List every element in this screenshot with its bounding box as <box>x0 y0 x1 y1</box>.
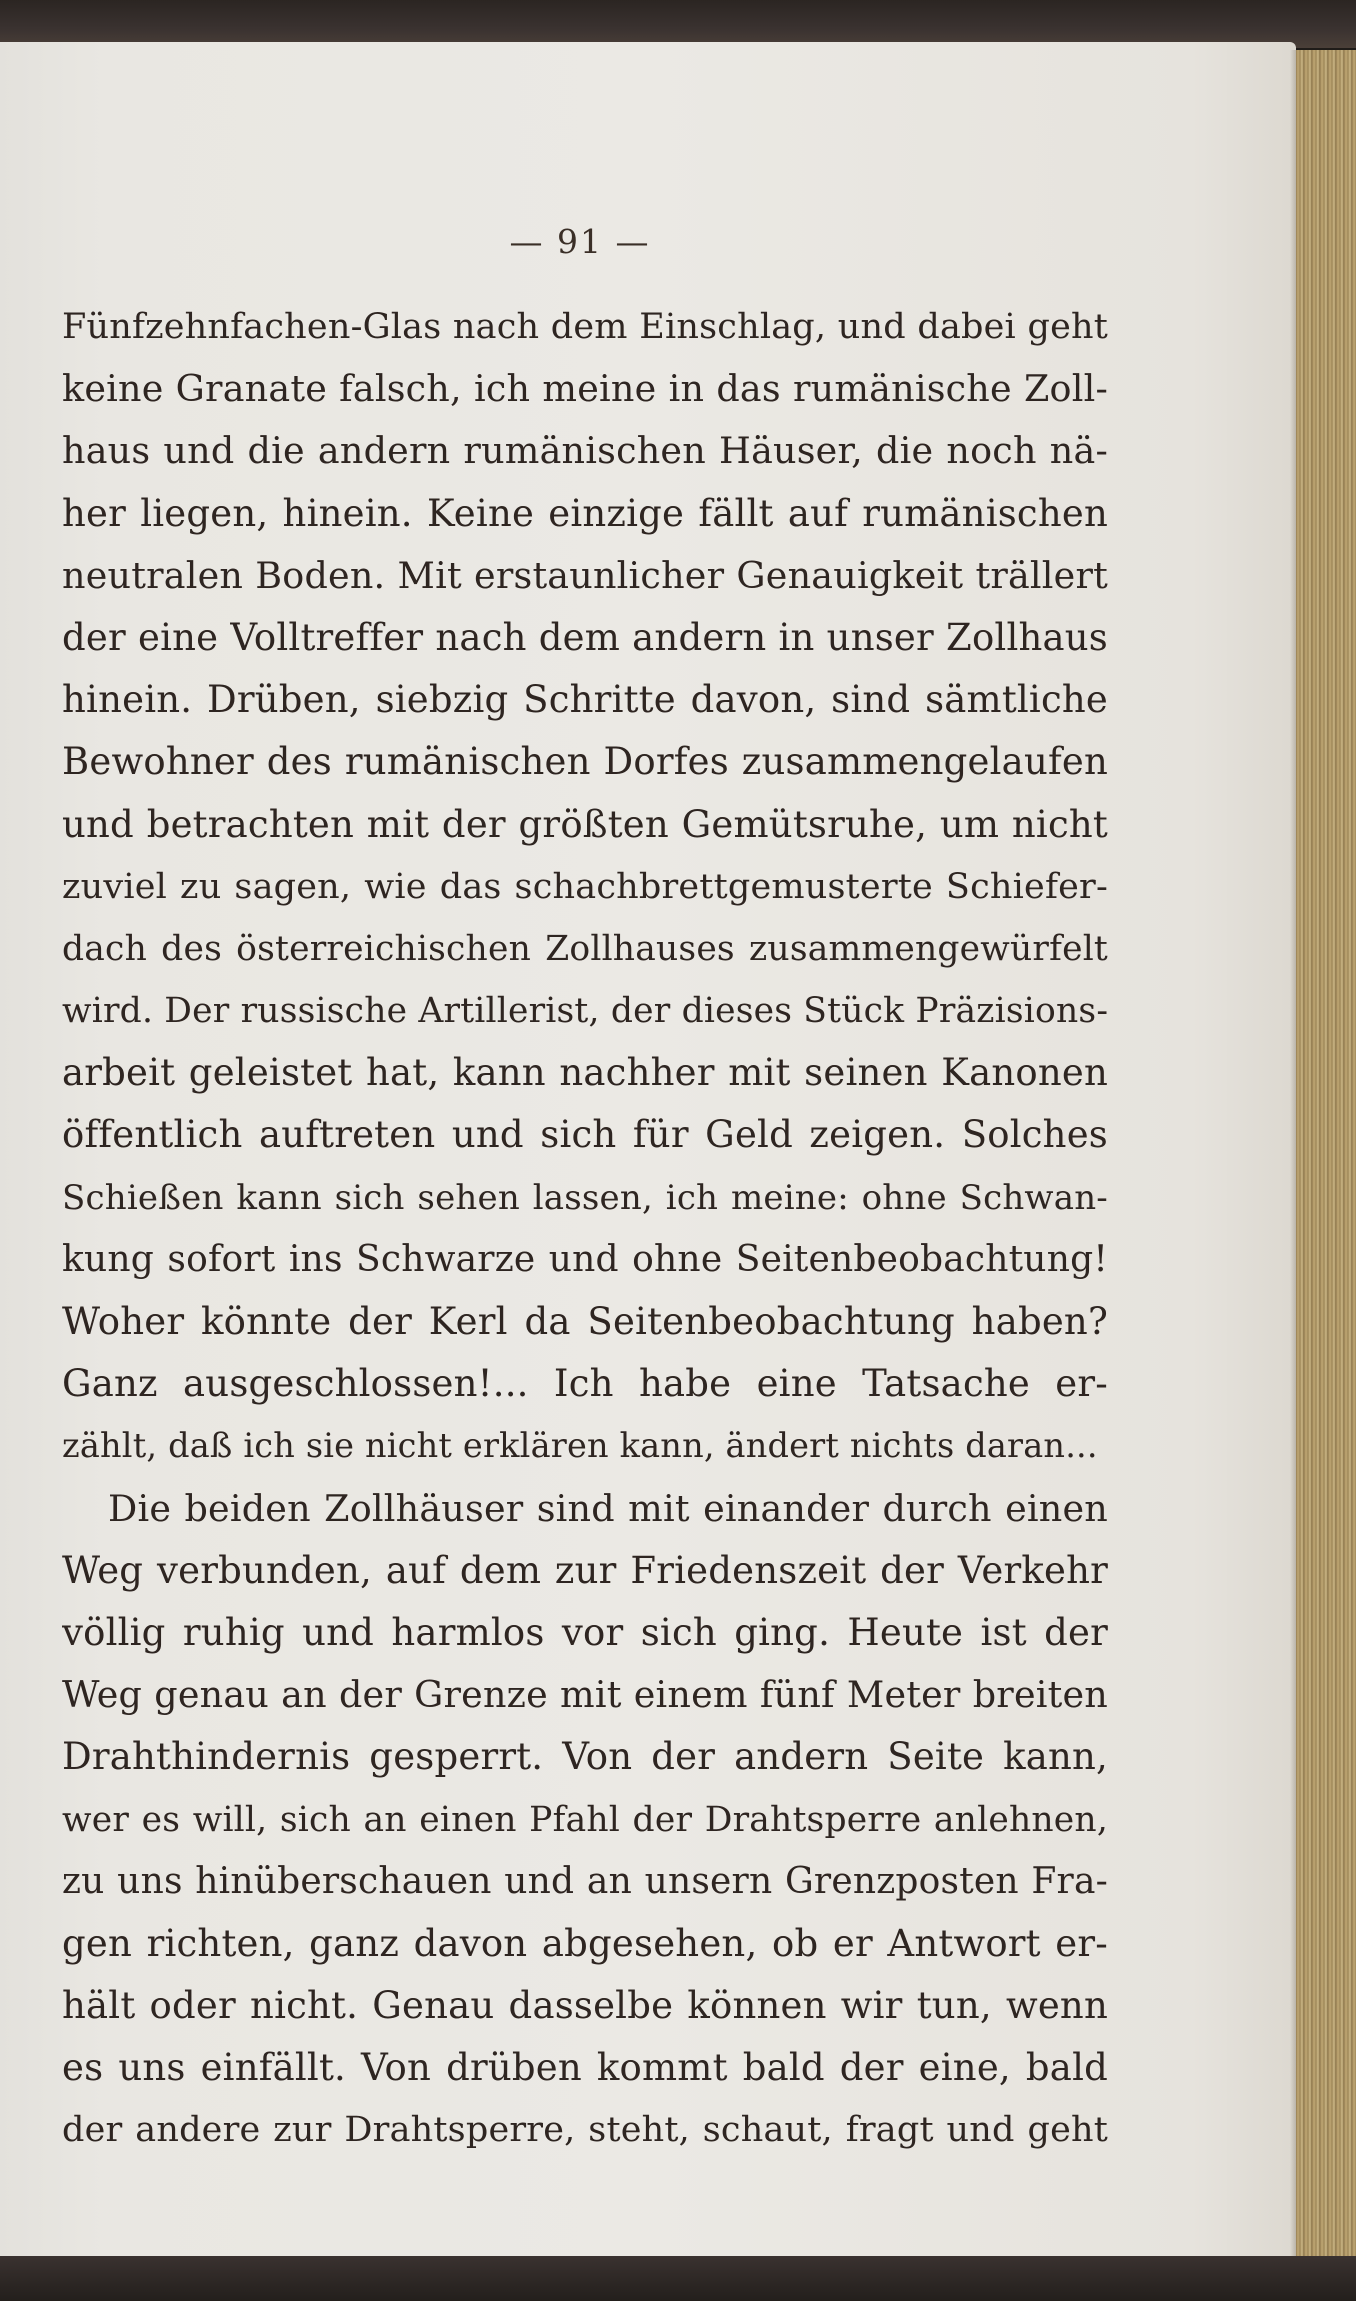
text-line: öffentlich auftreten und sich für Geld zeigen. Solches <box>62 1113 1108 1157</box>
text-line: Woher könnte der Kerl da Seitenbeobachtung haben? <box>62 1300 1108 1343</box>
text-line: haus und die andern rumänischen Häuser, die noch nä- <box>62 429 1108 473</box>
paragraph-end-line: zählt, daß ich sie nicht erklären kann, ändert nichts daran... <box>62 1426 1098 1466</box>
text-line: gen richten, ganz davon abgesehen, ob er Antwort er- <box>62 1921 1108 1965</box>
text-line: dach des österreichischen Zollhauses zusammengewürfelt <box>62 928 1108 969</box>
text-line: der eine Volltreffer nach dem andern in unser Zollhaus <box>62 615 1108 659</box>
text-line: Weg genau an der Grenze mit einem fünf Meter breiten <box>62 1673 1108 1717</box>
text-line: Weg verbunden, auf dem zur Friedenszeit der Verkehr <box>62 1548 1108 1592</box>
text-line: wer es will, sich an einen Pfahl der Drahtsperre anlehnen, <box>62 1799 1108 1840</box>
text-line: hält oder nicht. Genau dasselbe können wir tun, wenn <box>62 1984 1108 2028</box>
text-line: wird. Der russische Artillerist, der dieses Stück Präzisions- <box>62 991 1108 1032</box>
text-line: her liegen, hinein. Keine einzige fällt auf rumänischen <box>62 491 1108 535</box>
book-binding-bottom <box>0 2256 1356 2301</box>
text-line: zu uns hinüberschauen und an unsern Grenzposten Fra- <box>62 1860 1108 1902</box>
text-line: arbeit geleistet hat, kann nachher mit seinen Kanonen <box>62 1051 1108 1095</box>
text-line: Ganz ausgeschlossen!... Ich habe eine Tatsache er- <box>62 1362 1108 1406</box>
text-line: keine Granate falsch, ich meine in das rumänische Zoll- <box>62 367 1108 411</box>
text-line: Drahthindernis gesperrt. Von der andern Seite kann, <box>62 1735 1108 1779</box>
page-number: — 91 — <box>509 222 651 261</box>
text-line: es uns einfällt. Von drüben kommt bald der eine, bald <box>62 2046 1108 2090</box>
text-line: und betrachten mit der größten Gemütsruhe, um nicht <box>62 802 1108 846</box>
text-line: der andere zur Drahtsperre, steht, schaut, fragt und geht <box>62 2110 1108 2151</box>
book-binding-top <box>0 0 1356 48</box>
text-line: kung sofort ins Schwarze und ohne Seitenbeobachtung! <box>62 1238 1108 1280</box>
text-line: hinein. Drüben, siebzig Schritte davon, sind sämtliche <box>62 678 1108 722</box>
paragraph-start-line: Die beiden Zollhäuser sind mit einander durch einen <box>108 1486 1108 1530</box>
text-line: neutralen Boden. Mit erstaunlicher Genauigkeit trällert <box>62 553 1108 597</box>
page-stack-edge <box>1296 50 1356 2260</box>
text-line: Fünfzehnfachen-Glas nach dem Einschlag, und dabei geht <box>62 307 1108 347</box>
text-line: Bewohner des rumänischen Dorfes zusammengelaufen <box>62 740 1108 784</box>
body-text <box>62 296 1108 2162</box>
text-line: völlig ruhig und harmlos vor sich ging. Heute ist der <box>62 1610 1108 1654</box>
text-line: Schießen kann sich sehen lassen, ich meine: ohne Schwan- <box>62 1177 1108 1218</box>
text-line: zuviel zu sagen, wie das schachbrettgemusterte Schiefer- <box>62 866 1108 907</box>
